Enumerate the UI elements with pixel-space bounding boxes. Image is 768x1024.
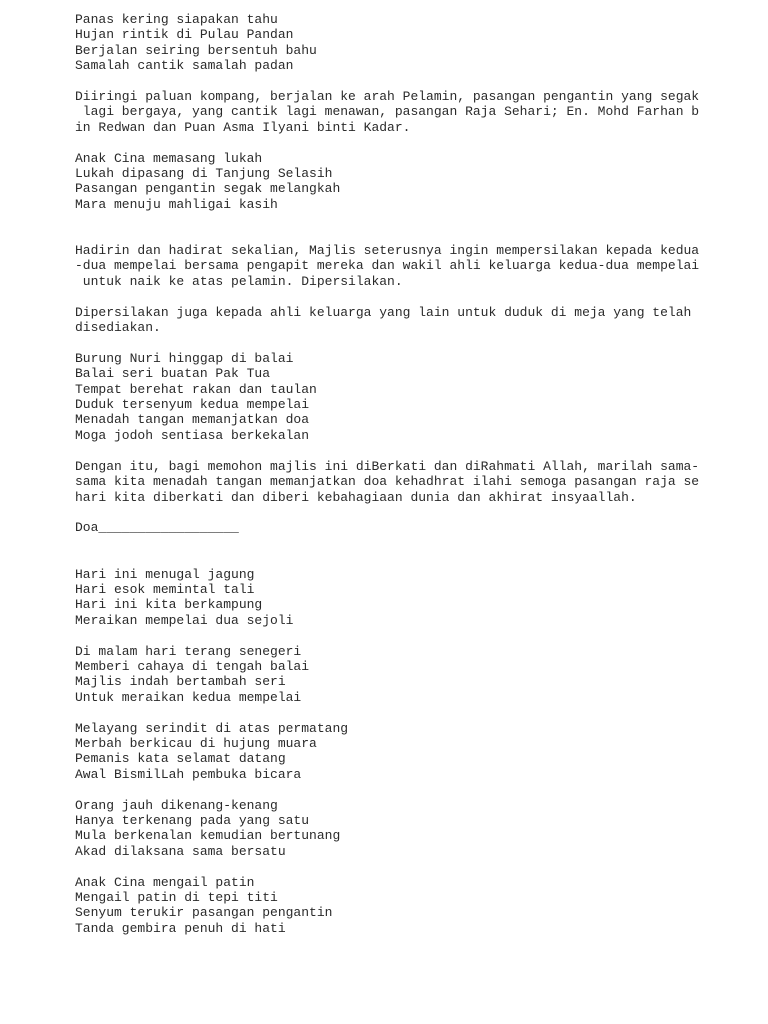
family-seating-paragraph — [75, 305, 755, 336]
pantun-stanza-5 — [75, 644, 755, 706]
prose-line: disediakan. — [75, 320, 161, 336]
prose-line: Dipersilakan juga kepada ahli keluarga yang lain untuk duduk di meja yang telah — [75, 304, 692, 320]
pantun-stanza-1 — [75, 12, 755, 74]
verse-line: Berjalan seiring bersentuh bahu — [75, 42, 317, 58]
verse-line: Di malam hari terang senegeri — [75, 643, 302, 659]
document-page — [75, 12, 755, 952]
verse-line: Senyum terukir pasangan pengantin — [75, 905, 333, 921]
verse-line: Meraikan mempelai dua sejoli — [75, 612, 294, 628]
prose-line: -dua mempelai bersama pengapit mereka dan wakil ahli keluarga kedua-dua mempelai — [75, 258, 700, 274]
invitation-paragraph — [75, 243, 755, 289]
verse-line: Mula berkenalan kemudian bertunang — [75, 828, 341, 844]
prose-line: sama kita menadah tangan memanjatkan doa kehadhrat ilahi semoga pasangan raja se — [75, 474, 700, 490]
pantun-stanza-7 — [75, 798, 755, 860]
verse-line: Lukah dipasang di Tanjung Selasih — [75, 166, 333, 182]
verse-line: Hujan rintik di Pulau Pandan — [75, 27, 294, 43]
verse-line: Panas kering siapakan tahu — [75, 12, 278, 27]
verse-line: Menadah tangan memanjatkan doa — [75, 412, 310, 428]
verse-line: Akad dilaksana sama bersatu — [75, 843, 286, 859]
pantun-stanza-3 — [75, 351, 755, 443]
verse-line: Anak Cina mengail patin — [75, 874, 255, 890]
verse-line: Melayang serindit di atas permatang — [75, 720, 349, 736]
prose-line: untuk naik ke atas pelamin. Dipersilakan. — [75, 273, 403, 289]
verse-line: Hanya terkenang pada yang satu — [75, 812, 310, 828]
verse-line: Anak Cina memasang lukah — [75, 150, 263, 166]
prose-line: lagi bergaya, yang cantik lagi menawan, pasangan Raja Sehari; En. Mohd Farhan b — [75, 104, 700, 120]
doa-marker — [75, 520, 755, 535]
prose-line: in Redwan dan Puan Asma Ilyani binti Kadar. — [75, 119, 411, 135]
blessing-paragraph — [75, 459, 755, 505]
verse-line: Moga jodoh sentiasa berkekalan — [75, 427, 310, 443]
prose-line: Dengan itu, bagi memohon majlis ini diBerkati dan diRahmati Allah, marilah sama- — [75, 458, 700, 474]
verse-line: Hari esok memintal tali — [75, 581, 255, 597]
pantun-stanza-2 — [75, 151, 755, 213]
verse-line: Pemanis kata selamat datang — [75, 751, 286, 767]
verse-line: Tempat berehat rakan dan taulan — [75, 381, 317, 397]
pantun-stanza-8 — [75, 875, 755, 937]
pantun-stanza-6 — [75, 721, 755, 783]
verse-line: Orang jauh dikenang-kenang — [75, 797, 278, 813]
verse-line: Duduk tersenyum kedua mempelai — [75, 397, 310, 413]
verse-line: Mara menuju mahligai kasih — [75, 196, 278, 212]
pantun-stanza-4 — [75, 567, 755, 629]
verse-line: Burung Nuri hinggap di balai — [75, 350, 294, 366]
verse-line: Hari ini kita berkampung — [75, 597, 263, 613]
verse-line: Tanda gembira penuh di hati — [75, 920, 286, 936]
verse-line: Majlis indah bertambah seri — [75, 674, 286, 690]
verse-line: Pasangan pengantin segak melangkah — [75, 181, 341, 197]
verse-line: Memberi cahaya di tengah balai — [75, 658, 310, 674]
verse-line: Hari ini menugal jagung — [75, 566, 255, 582]
prose-line: Diiringi paluan kompang, berjalan ke arah Pelamin, pasangan pengantin yang segak — [75, 89, 700, 105]
verse-line: Balai seri buatan Pak Tua — [75, 366, 271, 382]
verse-line: Merbah berkicau di hujung muara — [75, 735, 317, 751]
prose-line: hari kita diberkati dan diberi kebahagiaan dunia dan akhirat insyaallah. — [75, 489, 637, 505]
doa-line: Doa__________________ — [75, 520, 239, 536]
verse-line: Awal BismilLah pembuka bicara — [75, 766, 302, 782]
prose-line: Hadirin dan hadirat sekalian, Majlis seterusnya ingin mempersilakan kepada kedua — [75, 243, 700, 259]
verse-line: Untuk meraikan kedua mempelai — [75, 689, 302, 705]
procession-paragraph — [75, 89, 755, 135]
verse-line: Mengail patin di tepi titi — [75, 889, 278, 905]
verse-line: Samalah cantik samalah padan — [75, 58, 294, 74]
